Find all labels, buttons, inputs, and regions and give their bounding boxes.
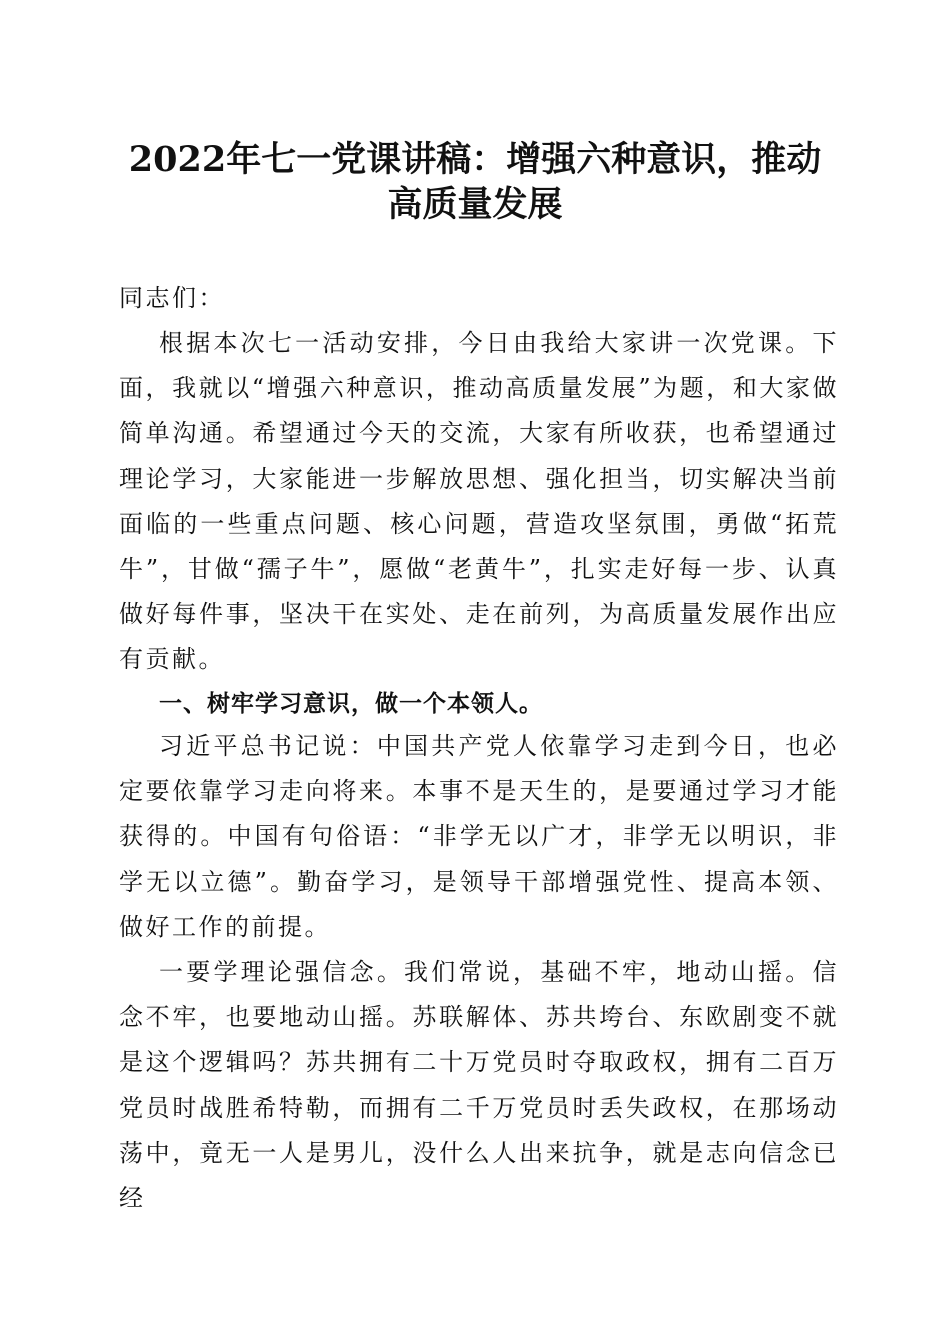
document-title-line-1: 2022年七一党课讲稿：增强六种意识，推动 — [128, 139, 822, 180]
intro-paragraph: 根据本次七一活动安排，今日由我给大家讲一次党课。下面，我就以“增强六种意识，推动高质量发展”为题，和大家做简单沟通。希望通过今天的交流，大家有所收获，也希望通过理论学习，大家能进一步解放思想、强化担当，切实解决当前面临的一些重点问题、核心问题，营造攻坚氛围，勇做“拓荒牛”，甘做“孺子牛”，愿做“老黄牛”，扎实走好每一步、认真做好每件事，坚决干在实处、走在前列，为高质量发展作出应有贡献。 — [119, 329, 839, 674]
document-title-line-2: 高质量发展 — [387, 184, 563, 225]
paragraph-2: 习近平总书记说：中国共产党人依靠学习走到今日，也必定要依靠学习走向将来。本事不是天生的，是要通过学习才能获得的。中国有句俗语：“非学无以广才，非学无以明识，非学无以立德”。勤奋学习，是领导干部增强党性、提高本领、做好工作的前提。 — [119, 732, 839, 941]
paragraph-3: 一要学理论强信念。我们常说，基础不牢，地动山摇。信念不牢，也要地动山摇。苏联解体、苏共垮台、东欧剧变不就是这个逻辑吗？苏共拥有二十万党员时夺取政权，拥有二百万党员时战胜希特勒，而拥有二千万党员时丢失政权，在那场动荡中，竟无一人是男儿，没什么人出来抗争，就是志向信念已经 — [119, 958, 839, 1213]
section-heading-1: 一、树牢学习意识，做一个本领人。 — [159, 691, 543, 717]
salutation: 同志们： — [119, 284, 225, 312]
